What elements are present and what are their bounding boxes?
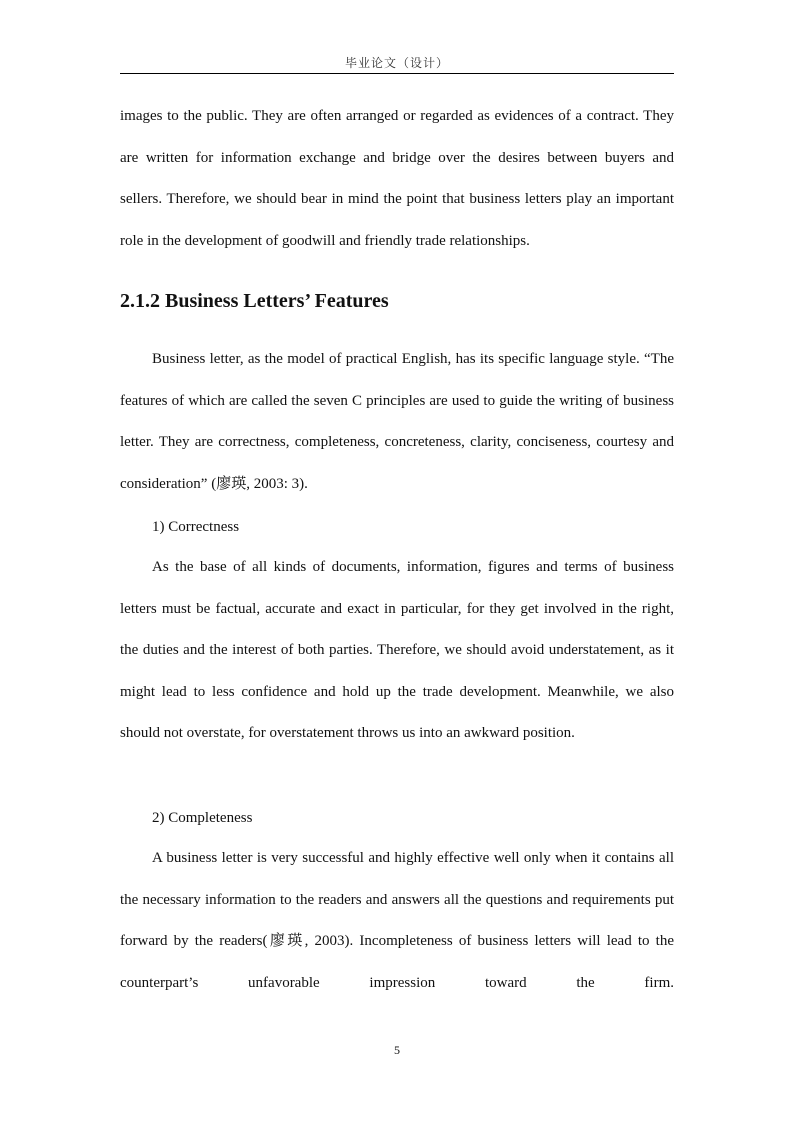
completeness-paragraph: A business letter is very successful and highly effective well only when it contains all the necessary information to the readers and answers all the questions and requirements put forward by the readers(廖瑛, 2003). Incompleteness of business letters will lead to the counterpart’s unfavorable impression toward the firm.	[120, 850, 674, 991]
header-rule	[120, 73, 674, 74]
intro-paragraph: images to the public. They are often arranged or regarded as evidences of a contract. They are written for information exchange and bridge over the desires between buyers and sellers. Therefore, we should bear in mind the point that business letters play an important role in the development of goodwill and friendly trade relationships.	[120, 108, 674, 249]
item-heading-completeness: 2) Completeness	[152, 810, 253, 826]
item-heading-correctness: 1) Correctness	[152, 519, 240, 535]
correctness-paragraph: As the base of all kinds of documents, information, figures and terms of business letters must be factual, accurate and exact in particular, for they get involved in the right, the duties and the interest of both parties. Therefore, we should avoid understatement, as it might lead to less confidence and hold up the trade development. Meanwhile, we also should not overstate, for overstatement throws us into an awkward position.	[120, 559, 674, 741]
running-header: 毕业论文（设计）	[344, 56, 449, 70]
section-heading: 2.1.2 Business Letters’ Features	[120, 290, 389, 312]
features-paragraph: Business letter, as the model of practical English, has its specific language style. “The features of which are called the seven C principles are used to guide the writing of business letter. They are correctness, completeness, concreteness, clarity, conciseness, courtesy and consideration” (廖瑛, 2003: 3).	[120, 351, 674, 492]
page-number: 5	[394, 1043, 400, 1057]
